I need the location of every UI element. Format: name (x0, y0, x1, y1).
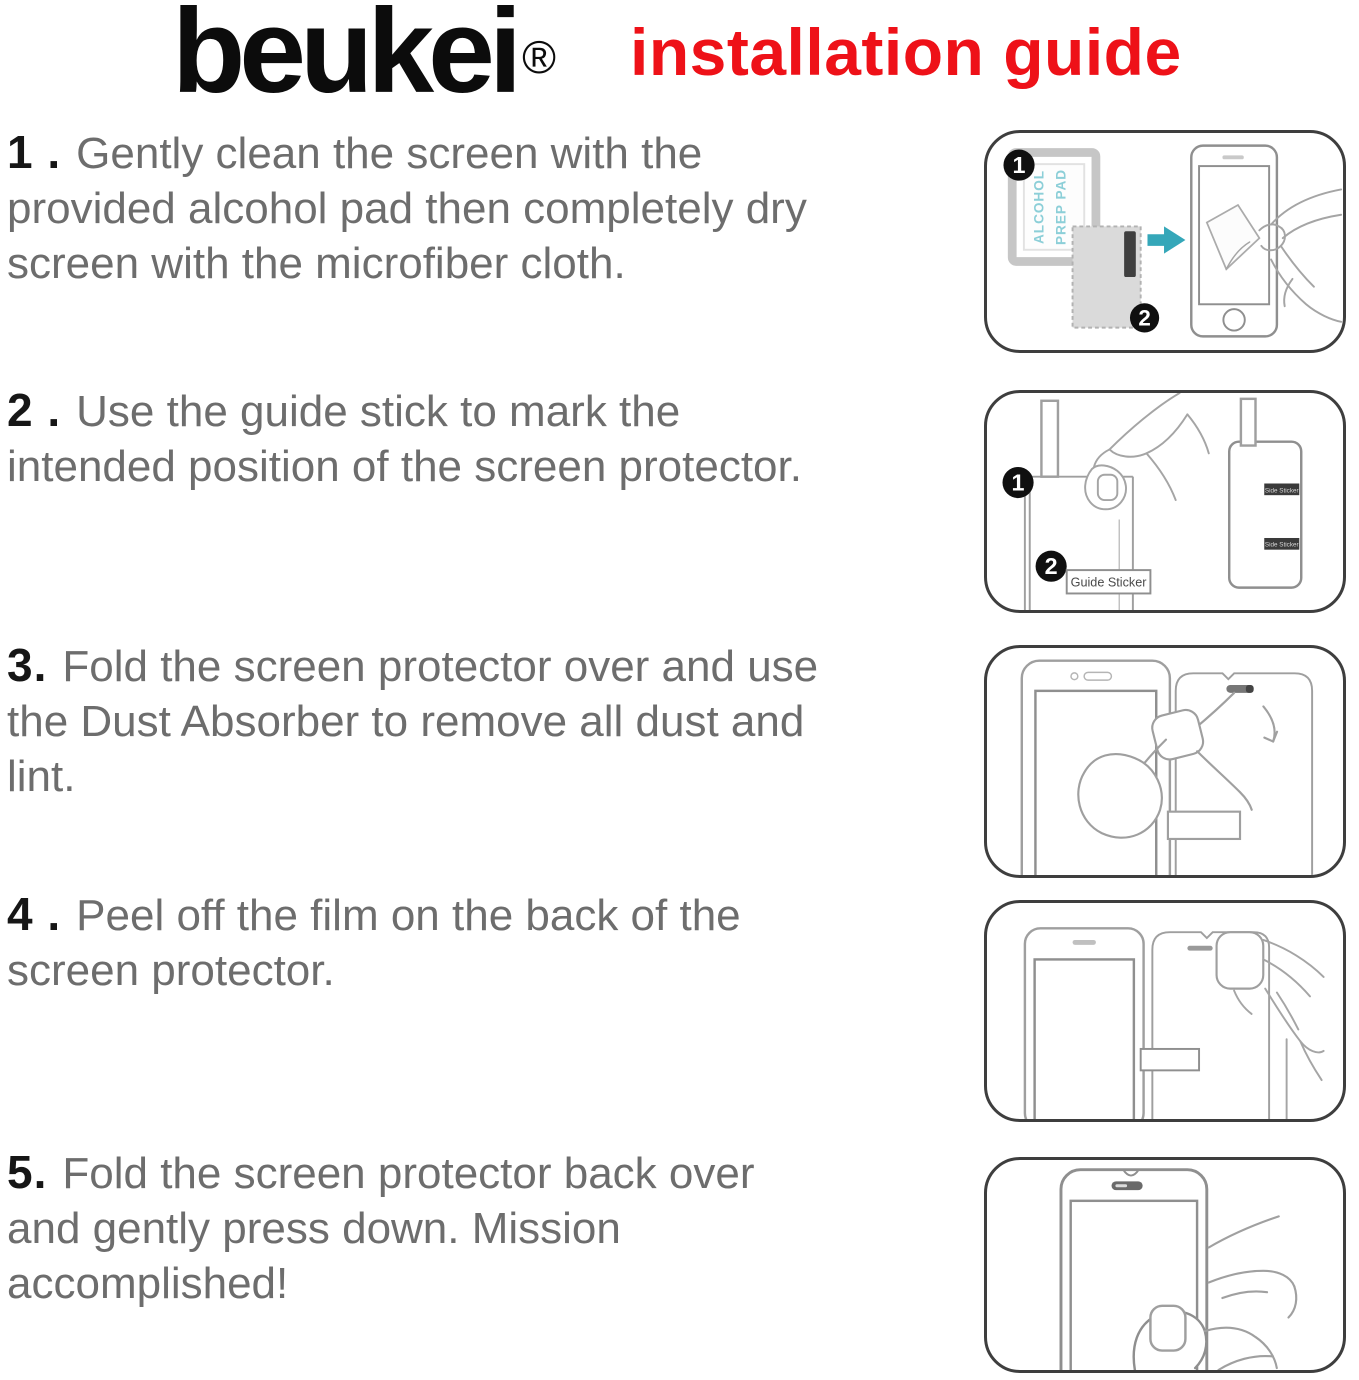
clean-screen-drawing (987, 133, 1343, 350)
pull-tab (1141, 1049, 1199, 1070)
pinching-hand (1085, 393, 1209, 509)
guide-stick-drawing (987, 393, 1343, 610)
step-3-text (7, 638, 937, 804)
microfiber-cloth (1073, 226, 1141, 327)
side-sticker-bottom (1264, 538, 1299, 550)
step-2-number: 2 . (7, 384, 62, 436)
badge-1 (1003, 150, 1034, 181)
step-2-line-2: intended position of the screen protector. (7, 442, 802, 491)
brand-name: beukei (172, 0, 517, 118)
dust-absorber-drawing (987, 648, 1343, 875)
svg-text:1: 1 (1012, 151, 1026, 178)
step-4-number: 4 . (7, 888, 62, 940)
step-3-illustration (984, 645, 1346, 878)
step-4-text (7, 887, 937, 998)
step-1-line-1: 1 . Gently clean the screen with the (7, 126, 703, 178)
press-down-drawing (987, 1160, 1343, 1370)
step-5-illustration (984, 1157, 1346, 1373)
step-1-illustration (984, 130, 1346, 353)
svg-text:Side Sticker: Side Sticker (1264, 541, 1299, 549)
peel-film-drawing (987, 903, 1343, 1119)
svg-text:Side Sticker: Side Sticker (1264, 487, 1299, 495)
alcohol-pad-label-2: PREP PAD (1053, 168, 1069, 246)
sheet-speaker-mark (1187, 946, 1212, 951)
phone-outline (1025, 928, 1144, 1119)
step-3-line-1: 3. Fold the screen protector over and use (7, 639, 819, 691)
step-5-line-2: and gently press down. Mission (7, 1204, 621, 1253)
step-2-line-1: 2 . Use the guide stick to mark the (7, 384, 681, 436)
step-4-line-1: 4 . Peel off the film on the back of the (7, 888, 741, 940)
step-2-text (7, 383, 937, 494)
step-3-line-2: the Dust Absorber to remove all dust and (7, 697, 805, 746)
step-1-number: 1 . (7, 126, 62, 178)
guide-sticker-label (1067, 570, 1151, 593)
step-2-illustration (984, 390, 1346, 613)
alcohol-pad-label-1: ALCOHOL (1031, 169, 1047, 245)
lifted-film-corner (1217, 932, 1264, 988)
registered-trademark-icon: ® (522, 31, 557, 83)
badge-2 (1036, 551, 1067, 582)
step-1-line-2: provided alcohol pad then completely dry (7, 184, 807, 233)
brand-logo (172, 0, 557, 118)
step-1-line-3: screen with the microfiber cloth. (7, 239, 626, 288)
step-5-line-1: 5. Fold the screen protector back over (7, 1146, 755, 1198)
dust-absorber-box (1168, 812, 1240, 839)
dust-absorber-sticker (1226, 685, 1253, 693)
right-arrow-icon (1147, 226, 1185, 253)
step-3-line-3: lint. (7, 752, 76, 801)
side-sticker-top (1264, 483, 1299, 495)
step-5-line-3: accomplished! (7, 1259, 289, 1308)
folded-screen-protector (1176, 673, 1312, 875)
step-5-number: 5. (7, 1146, 48, 1198)
svg-text:2: 2 (1044, 552, 1058, 579)
badge-2 (1130, 303, 1159, 332)
svg-text:1: 1 (1011, 469, 1025, 496)
page-title: installation guide (630, 15, 1182, 89)
svg-text:2: 2 (1138, 305, 1151, 331)
step-5-text (7, 1145, 937, 1311)
badge-1 (1002, 467, 1033, 498)
step-1-text (7, 125, 937, 291)
step-4-illustration (984, 900, 1346, 1122)
svg-text:Guide Sticker: Guide Sticker (1070, 575, 1147, 590)
guide-stick (1041, 401, 1058, 477)
step-4-line-2: screen protector. (7, 946, 335, 995)
step-3-number: 3. (7, 639, 48, 691)
